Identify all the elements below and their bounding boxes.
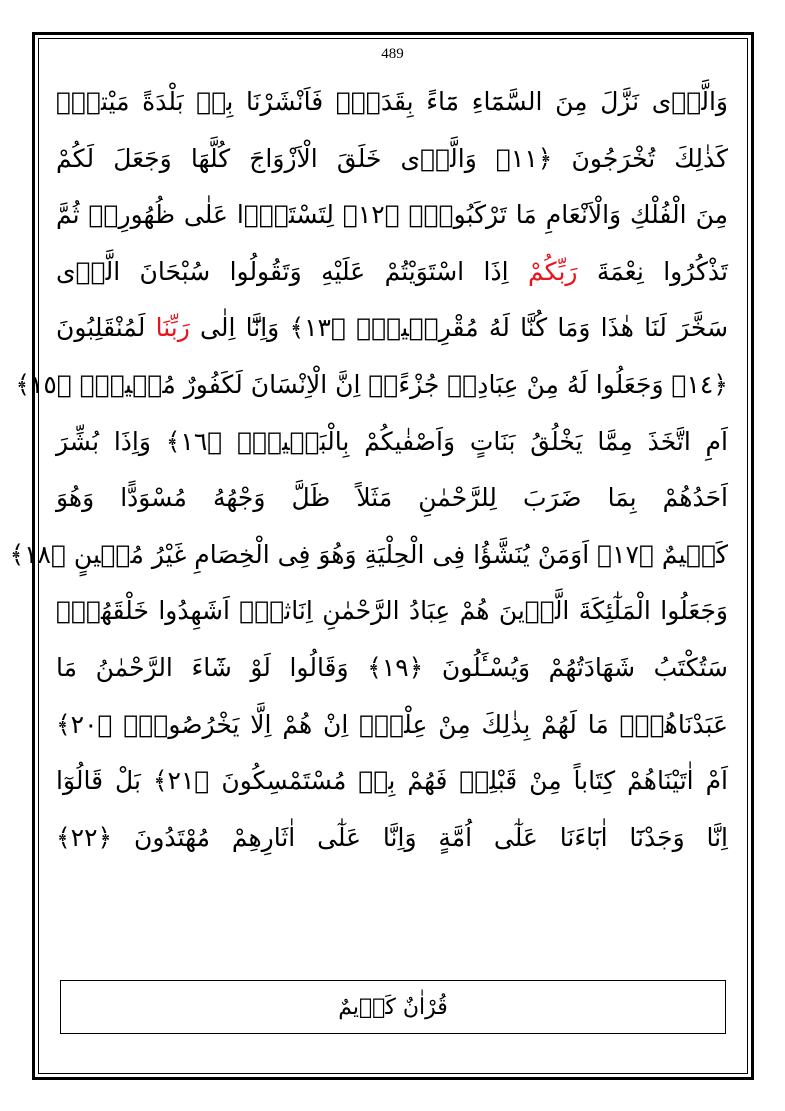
- verse-segment: وَجَعَلُوا الْمَلٰٓئِكَةَ الَّذٖينَ هُمْ عِبَادُ الرَّحْمٰنِ اِنَاثاًۜ اَشَهِدُوا خَلْقَهُمْۜ: [56, 596, 728, 626]
- verse-segment: وَالَّذٖى نَزَّلَ مِنَ السَّمَٓاءِ مَٓاءً بِقَدَرٍۚ فَاَنْشَرْنَا بِهٖ بَلْدَةً مَيْتاًۚ: [56, 87, 728, 116]
- verse-segment: لَمُنْقَلِبُونَ: [56, 313, 156, 343]
- verse-line: [56, 74, 728, 131]
- verse-line: [56, 753, 728, 810]
- verse-segment: تَذْكُرُوا نِعْمَةَ: [577, 256, 728, 286]
- verse-line: [56, 697, 728, 754]
- verse-line: [56, 187, 728, 244]
- quran-text-block: [9, 74, 729, 866]
- verse-segment: اَمْ اٰتَيْنَاهُمْ كِتَاباً مِنْ قَبْلِهٖ فَهُمْ بِهٖ مُسْتَمْسِكُونَ ﴿٢١﴾ بَلْ قَالُوٓا: [56, 766, 728, 796]
- verse-segment: مِنَ الْفُلْكِ وَالْاَنْعَامِ مَا تَرْكَبُونَۙ ﴿١٢﴾ لِتَسْتَوُ۫ا عَلٰى ظُهُورِهٖ ثُمَّ: [56, 200, 728, 230]
- verse-line: [9, 527, 728, 584]
- verse-segment: اِذَا اسْتَوَيْتُمْ عَلَيْهِ وَتَقُولُوا سُبْحَانَ الَّذٖى: [56, 256, 528, 286]
- verse-line: [56, 414, 728, 471]
- verse-segment: كَذٰلِكَ تُخْرَجُونَ ﴿١١﴾ وَالَّذٖى خَلَقَ الْاَزْوَاجَ كُلَّهَا وَجَعَلَ لَكُمْ: [56, 143, 728, 173]
- verse-line: [56, 810, 728, 867]
- verse-line: [56, 244, 728, 301]
- verse-line: [56, 640, 728, 697]
- verse-segment: اَمِ اتَّخَذَ مِمَّا يَخْلُقُ بَنَاتٍ وَاَصْفٰيكُمْ بِالْبَنٖينَۚ ﴿١٦﴾ وَاِذَا بُشِّرَ: [56, 426, 728, 456]
- highlighted-word: رَبِّكُمْ: [528, 256, 578, 286]
- verse-segment: سَخَّرَ لَنَا هٰذَا وَمَا كُنَّا لَهُ مُقْرِنٖينَۙ ﴿١٣﴾ وَاِنَّٓا اِلٰى: [189, 313, 729, 343]
- highlighted-word: رَبِّنَا: [155, 313, 190, 343]
- verse-line: [56, 300, 728, 357]
- page-number: 489: [381, 46, 404, 62]
- verse-segment: اِنَّا وَجَدْنَٓا اٰبَٓاءَنَا عَلٰٓى اُمَّةٍ وَاِنَّا عَلٰٓى اٰثَارِهِمْ مُهْتَدُونَ ﴿٢٢﴾: [56, 822, 728, 852]
- verse-line: [56, 583, 728, 640]
- verse-line: [15, 357, 728, 414]
- verse-line: [56, 470, 728, 527]
- verse-segment: اَحَدُهُمْ بِمَا ضَرَبَ لِلرَّحْمٰنِ مَثَلاً ظَلَّ وَجْهُهُ مُسْوَدًّا وَهُوَ: [56, 483, 728, 513]
- footer-box: [60, 980, 726, 1034]
- verse-segment: ﴿١٤﴾ وَجَعَلُوا لَهُ مِنْ عِبَادِهٖ جُزْءًاۜ اِنَّ الْاِنْسَانَ لَكَفُورٌ مُبٖينٌۜ ﴿١٥﴾: [15, 369, 728, 399]
- verse-segment: عَبَدْنَاهُمْۜ مَا لَهُمْ بِذٰلِكَ مِنْ عِلْمٍۗ اِنْ هُمْ اِلَّا يَخْرُصُونَۜ ﴿٢٠﴾: [56, 709, 728, 739]
- verse-segment: كَظٖيمٌ ﴿١٧﴾ اَوَمَنْ يُنَشَّؤُا فِى الْحِلْيَةِ وَهُوَ فِى الْخِصَامِ غَيْرُ مُبٖينٍ ﴿١٨﴾: [9, 539, 728, 569]
- verse-segment: سَتُكْتَبُ شَهَادَتُهُمْ وَيُسْـَٔلُونَ ﴿١٩﴾ وَقَالُوا لَوْ شَٓاءَ الرَّحْمٰنُ مَا: [56, 652, 728, 682]
- verse-line: [56, 131, 728, 188]
- footer-label: قُرْاٰنٌ كَرٖيمٌ: [338, 994, 448, 1020]
